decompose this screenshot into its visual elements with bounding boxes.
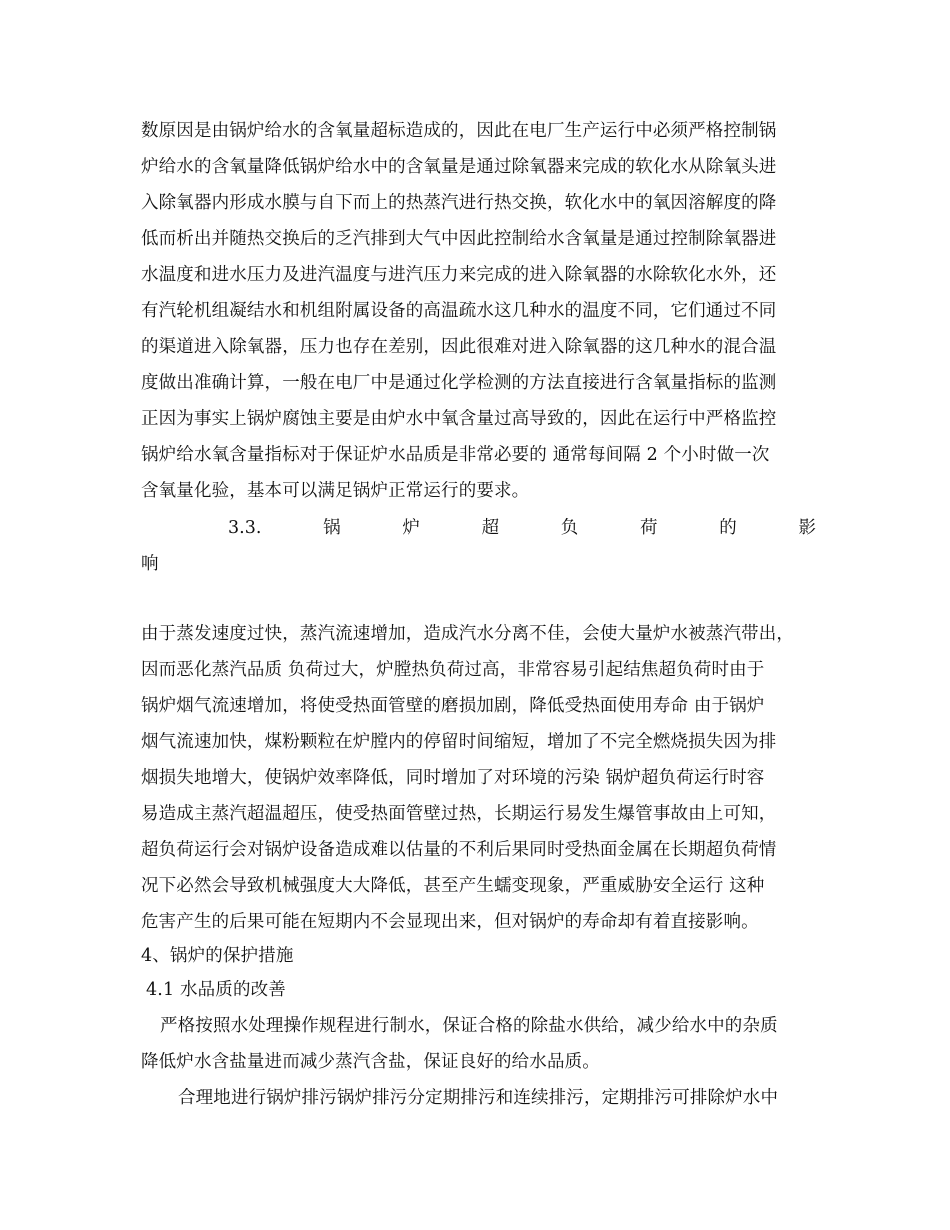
heading-part: 3.3. [228,518,262,538]
text-line: 易造成主蒸汽超温超压，使受热面管壁过热，长期运行易发生爆管事故由上可知， [141,804,777,824]
text-line: 降低炉水含盐量进而减少蒸汽含盐，保证良好的给水品质。 [141,1052,600,1072]
text-line: 水温度和进水压力及进汽温度与进汽压力来完成的进入除氧器的水除软化水外，还 [141,265,777,285]
text-line: 锅炉给水氧含量指标对于保证炉水品质是非常必要的 通常每间隔 2 个小时做一次 [141,445,770,465]
text-line: 入除氧器内形成水膜与自下而上的热蒸汽进行热交换，软化水中的氧因溶解度的降 [141,193,777,213]
section-heading-4-1: 4.1 水品质的改善 [146,980,286,1000]
heading-part: 炉 [402,518,420,538]
heading-part: 的 [719,518,737,538]
text-line: 锅炉烟气流速增加，将使受热面管壁的磨损加剧，降低受热面使用寿命 由于锅炉 [141,696,765,716]
text-line: 严格按照水处理操作规程进行制水，保证合格的除盐水供给，减少给水中的杂质 [160,1016,778,1036]
text-line: 合理地进行锅炉排污锅炉排污分定期排污和连续排污，定期排污可排除炉水中 [178,1088,779,1108]
text-line: 数原因是由锅炉给水的含氧量超标造成的，因此在电厂生产运行中必须严格控制锅 [141,121,777,141]
text-line: 由于蒸发速度过快，蒸汽流速增加，造成汽水分离不佳，会使大量炉水被蒸汽带出， [141,624,795,644]
section-heading-3-3 [228,511,816,545]
heading-part: 锅 [323,518,341,538]
text-line: 烟损失地增大，使锅炉效率降低，同时增加了对环境的污染 锅炉超负荷运行时容 [141,768,765,788]
text-line: 况下必然会导致机械强度大大降低，甚至产生蠕变现象，严重威胁安全运行 这种 [141,876,765,896]
heading-part: 影 [798,518,816,538]
text-line: 炉给水的含氧量降低锅炉给水中的含氧量是通过除氧器来完成的软化水从除氧头进 [141,157,777,177]
text-line: 超负荷运行会对锅炉设备造成难以估量的不利后果同时受热面金属在长期超负荷情 [141,840,777,860]
text-line: 低而析出并随热交换后的乏汽排到大气中因此控制给水含氧量是通过控制除氧器进 [141,229,777,249]
section-heading-4: 4、锅炉的保护措施 [141,946,294,966]
text-line: 度做出准确计算，一般在电厂中是通过化学检测的方法直接进行含氧量指标的监测 [141,373,777,393]
text-line: 有汽轮机组凝结水和机组附属设备的高温疏水这几种水的温度不同，它们通过不同 [141,301,777,321]
section-heading-3-3-tail: 响 [141,554,159,574]
text-line: 烟气流速加快，煤粉颗粒在炉膛内的停留时间缩短，增加了不完全燃烧损失因为排 [141,732,777,752]
heading-part: 荷 [640,518,658,538]
text-line: 含氧量化验，基本可以满足锅炉正常运行的要求。 [141,481,530,501]
heading-part: 超 [481,518,500,538]
heading-part: 负 [560,518,579,538]
text-line: 正因为事实上锅炉腐蚀主要是由炉水中氧含量过高导致的，因此在运行中严格监控 [141,409,777,429]
text-line: 因而恶化蒸汽品质 负荷过大，炉膛热负荷过高，非常容易引起结焦超负荷时由于 [141,660,765,680]
text-line: 危害产生的后果可能在短期内不会显现出来，但对锅炉的寿命却有着直接影响。 [141,912,759,932]
text-line: 的渠道进入除氧器，压力也存在差别，因此很难对进入除氧器的这几种水的混合温 [141,337,777,357]
